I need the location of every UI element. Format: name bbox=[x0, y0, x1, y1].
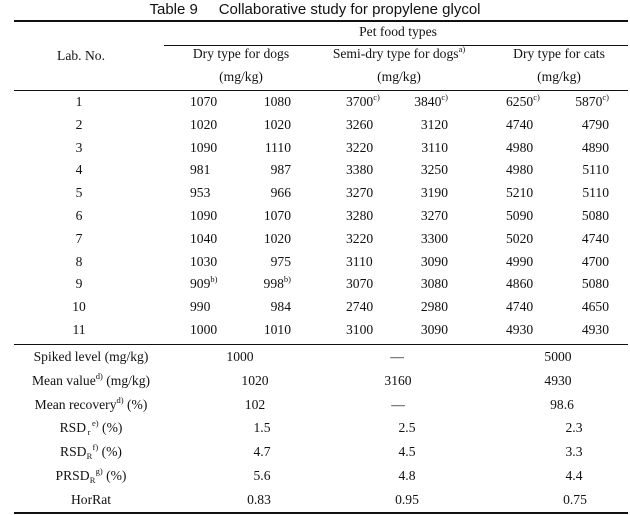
table-cell: 1080 bbox=[263, 94, 291, 109]
footnote-marker: b) bbox=[283, 274, 291, 285]
table-cell: 1110 bbox=[264, 139, 291, 155]
subscript: R bbox=[86, 451, 93, 462]
table-cell: 1020 bbox=[263, 116, 291, 132]
summary-label: HorRat bbox=[70, 491, 112, 507]
table-cell: 953 bbox=[190, 185, 211, 201]
lab-number: 3 bbox=[75, 139, 83, 155]
summary-value: — bbox=[390, 349, 404, 364]
summary-label: Mean recovery$^{d)}$ (%) bbox=[34, 394, 148, 412]
table-cell: 981 bbox=[190, 162, 211, 178]
table-cell: 2740 bbox=[346, 299, 374, 315]
table-cell: 2980 bbox=[420, 299, 448, 315]
table-cell: 1020 bbox=[263, 230, 291, 246]
table-cell: 5080 bbox=[581, 276, 609, 292]
footnote-marker: b) bbox=[210, 274, 218, 285]
table-cell: 966 bbox=[270, 185, 291, 201]
lab-number: 1 bbox=[75, 94, 83, 109]
table-cell: 4930 bbox=[506, 322, 534, 337]
table-cell: 5090 bbox=[506, 208, 534, 223]
summary-label: $RSD_R^{f)}$ (%) bbox=[60, 442, 122, 462]
summary-value: — bbox=[391, 396, 405, 412]
table-cell: 5020 bbox=[506, 230, 534, 246]
column-header: Dry type for dogs bbox=[192, 46, 290, 61]
table-cell: 3700$^{c)}$ bbox=[346, 92, 380, 109]
lab-number: 11 bbox=[72, 322, 86, 337]
lab-number: 8 bbox=[75, 253, 83, 269]
footnote-marker: d) bbox=[95, 370, 103, 381]
table-cell: 3110 bbox=[421, 139, 448, 155]
table-cell: 5080 bbox=[581, 208, 609, 223]
table-cell: 4740 bbox=[506, 299, 534, 315]
footnote-marker: g) bbox=[95, 466, 103, 476]
table-cell: 3080 bbox=[420, 276, 448, 292]
table-cell: 1070 bbox=[263, 208, 291, 223]
table-cell: 4990 bbox=[506, 253, 534, 269]
table-cell: 4930 bbox=[581, 322, 609, 337]
table-cell: 1000 bbox=[190, 322, 218, 337]
table-cell: 975 bbox=[270, 253, 291, 269]
table-cell: 4980 bbox=[506, 162, 534, 178]
table-cell: 3070 bbox=[346, 276, 374, 292]
table-caption: Table 9 Collaborative study for propylene glycol bbox=[149, 1, 481, 18]
footnote-marker: e) bbox=[92, 418, 99, 429]
table-rule bbox=[14, 512, 628, 514]
table-cell: 3220 bbox=[346, 230, 374, 246]
footnote-marker: c) bbox=[533, 92, 540, 102]
table-cell: 3280 bbox=[346, 208, 374, 223]
summary-label: Spiked level (mg/kg) bbox=[33, 349, 149, 364]
lab-number: 5 bbox=[75, 185, 83, 201]
table-cell: 3300 bbox=[420, 230, 448, 246]
table-cell: 3190 bbox=[420, 185, 448, 201]
table-cell: 3380 bbox=[346, 162, 374, 178]
table-rule bbox=[14, 344, 628, 345]
table-cell: 984 bbox=[270, 299, 291, 315]
table-cell: 1070 bbox=[190, 94, 218, 109]
table-cell: 3840$^{c)}$ bbox=[414, 92, 448, 109]
pet-food-types-header: Pet food types bbox=[359, 24, 437, 39]
table-cell: 4650 bbox=[581, 299, 609, 315]
table-cell: 6250$^{c)}$ bbox=[506, 92, 540, 109]
table-cell: 4740 bbox=[581, 230, 609, 246]
summary-value: 4.7 bbox=[253, 444, 271, 460]
column-unit: (mg/kg) bbox=[377, 69, 421, 84]
table-cell: 3100 bbox=[346, 322, 374, 337]
table-cell: 3110 bbox=[346, 253, 373, 269]
table-cell: 3090 bbox=[420, 322, 448, 337]
table-cell: 4890 bbox=[581, 139, 609, 155]
table-cell: 4740 bbox=[506, 116, 534, 132]
column-header: Dry type for cats bbox=[513, 46, 605, 61]
table-cell: 3090 bbox=[420, 253, 448, 269]
table-cell: 1040 bbox=[190, 230, 218, 246]
lab-number: 9 bbox=[75, 276, 83, 292]
summary-value: 4930 bbox=[544, 372, 572, 388]
lab-no-header: Lab. No. bbox=[57, 48, 105, 63]
table-cell: 4980 bbox=[506, 139, 534, 155]
table-cell: 909$^{b)}$ bbox=[190, 274, 218, 292]
footnote-marker: c) bbox=[602, 92, 609, 102]
summary-value: 2.3 bbox=[565, 420, 583, 436]
summary-value: 2.5 bbox=[398, 420, 416, 436]
table-cell: 3270 bbox=[420, 208, 448, 223]
table-cell: 3260 bbox=[346, 116, 374, 132]
table-cell: 990 bbox=[190, 299, 211, 315]
table-cell: 5870$^{c)}$ bbox=[575, 92, 609, 109]
table-cell: 4790 bbox=[581, 116, 609, 132]
summary-label: RSD $_r^{e)}$ (%) bbox=[59, 418, 123, 438]
footnote-marker: f) bbox=[92, 442, 99, 453]
table-cell: 3120 bbox=[420, 116, 448, 132]
summary-value: 0.75 bbox=[563, 491, 587, 507]
column-header: Semi-dry type for dogs$^{a)}$ bbox=[332, 44, 466, 61]
table-cell: 3220 bbox=[346, 139, 374, 155]
table-cell: 4700 bbox=[581, 253, 609, 269]
footnote-marker: a) bbox=[458, 44, 466, 54]
lab-number: 10 bbox=[72, 299, 86, 315]
footnote-marker: c) bbox=[441, 92, 448, 102]
summary-value: 3160 bbox=[384, 372, 412, 388]
summary-value: 5.6 bbox=[253, 468, 271, 483]
footnote-marker: c) bbox=[373, 92, 380, 102]
table-rule bbox=[14, 20, 628, 22]
lab-number: 7 bbox=[75, 230, 83, 246]
summary-value: 0.83 bbox=[247, 491, 271, 507]
column-unit: (mg/kg) bbox=[219, 69, 263, 84]
table-cell: 1030 bbox=[190, 253, 218, 269]
table-cell: 1090 bbox=[190, 139, 218, 155]
table-cell: 4860 bbox=[506, 276, 534, 292]
table-cell: 3250 bbox=[420, 162, 448, 178]
table-cell: 1010 bbox=[263, 322, 291, 337]
summary-value: 5000 bbox=[544, 349, 572, 364]
table-cell: 1090 bbox=[190, 208, 218, 223]
summary-value: 98.6 bbox=[550, 396, 574, 412]
subscript: r bbox=[87, 427, 91, 438]
summary-value: 1000 bbox=[226, 349, 254, 364]
table-rule bbox=[14, 90, 628, 91]
table-cell: 987 bbox=[270, 162, 291, 178]
summary-value: 4.5 bbox=[398, 444, 416, 460]
summary-value: 4.4 bbox=[565, 468, 583, 483]
summary-value: 102 bbox=[244, 396, 266, 412]
summary-value: 0.95 bbox=[395, 491, 419, 507]
table-cell: 5110 bbox=[582, 162, 609, 178]
table-cell: 1020 bbox=[190, 116, 218, 132]
summary-label: Mean value$^{d)}$ (mg/kg) bbox=[31, 370, 151, 388]
table-cell: 3270 bbox=[346, 185, 374, 201]
lab-number: 4 bbox=[75, 162, 83, 178]
summary-label: $PRSD_R^{g)}$ (%) bbox=[55, 466, 127, 485]
summary-value: 1020 bbox=[241, 372, 269, 388]
lab-number: 6 bbox=[75, 208, 83, 223]
table-cell: 5210 bbox=[506, 185, 534, 201]
table-cell: 5110 bbox=[582, 185, 609, 201]
subscript: R bbox=[89, 475, 96, 485]
summary-value: 3.3 bbox=[565, 444, 583, 460]
lab-number: 2 bbox=[75, 116, 83, 132]
column-unit: (mg/kg) bbox=[537, 69, 581, 84]
summary-value: 4.8 bbox=[398, 468, 416, 483]
table-cell: 998$^{b)}$ bbox=[263, 274, 291, 292]
summary-value: 1.5 bbox=[253, 420, 271, 436]
footnote-marker: d) bbox=[116, 394, 124, 405]
